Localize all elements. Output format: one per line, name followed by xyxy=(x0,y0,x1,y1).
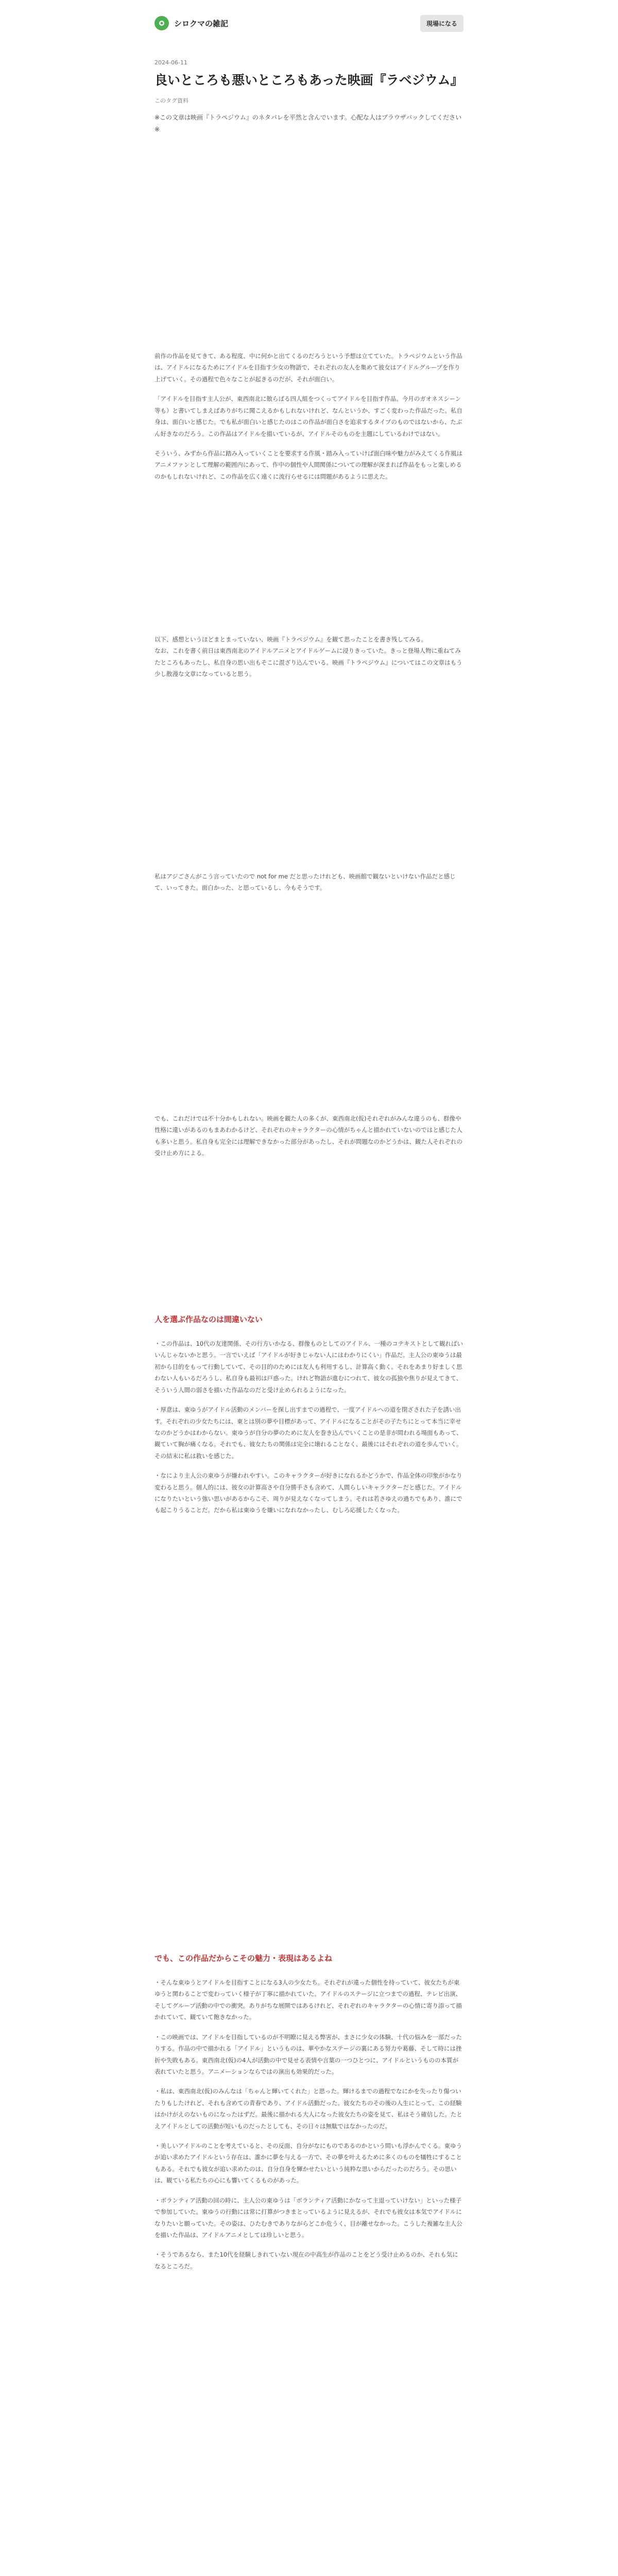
section-1 xyxy=(154,1314,464,1524)
article-title: 良いところも悪いところもあった映画『ラベジウム』 xyxy=(154,73,464,88)
paragraph: 「アイドルを目指す主人公が、東西南北に散らばる四人組をつくってアイドルを目指す作品。今月のガオネスシーン等も）と書いてしまえばありがちに聞こえるかもしれないけれど、なんというか、すごく変わった作品だった。私自身は、面白いと感じた。でも私が面白いと感じたのはこの作品が面白さを追求するタイプのものではないから、たぶん好きなのだろう。この作品はアイドルを描いているが、アイドルそのものを主題にしているわけではない。 xyxy=(154,395,462,437)
site-name[interactable]: シロクマの雑記 xyxy=(174,19,229,28)
section-heading: でも、この作品だからこその魅力・表現はあるよね xyxy=(154,1954,333,1963)
site-header xyxy=(0,0,618,46)
paragraph: そういう、みずから作品に踏み入っていくことを要求する作風・踏み入っていけば面白味や魅力がみえてくる作風はアニメファンとして理解の範囲内にあって、作中の個性や人間関係についての理解が深まれば作品をもっと楽しめるのかもしれないけれど、この作品を広く遠くに流行らせるには問題があるように思えた。 xyxy=(154,449,462,480)
paragraph: 以下、感想というほどまとまっていない、映画『トラペジウム』を観て思ったことを書き残してみる。 なお、これを書く前日は東西南北のアイドルアニメとアイドルゲームに浸りきっていた。きっと登場人物に重ねてみたところもあったし、私自身の思い出もそこに混ざり込んでいる。映画『トラペジウム』についてはこの文章はもう少し散漫な文章になっていると思う。 xyxy=(154,636,462,678)
article-category[interactable]: このタグ資料 xyxy=(154,97,188,104)
paragraph: ・そんな東ゆうとアイドルを目指すことになる3人の少女たち。それぞれが違った個性を持っていて、彼女たちが東ゆうと関わることで変わっていく様子が丁寧に描かれていた。アイドルのステージに立つまでの過程、テレビ出演、そしてグループ活動の中での衝突。ありがちな展開ではあるけれど、それぞれのキャラクターの心情に寄り添って描かれていて、観ていて飽きなかった。 xyxy=(154,1979,462,2021)
paragraph-group-2 xyxy=(154,634,464,688)
paragraph: 前作の作品を見てきて、ある程度、中に何かと出てくるのだろうという予想は立てていた。トラペジウムという作品は、アイドルになるためにアイドルを目指す少女の物語で、それぞれの友人を集めて彼女はアイドルグループを作り上げていく。その過程で色々なことが起きるのだが、それが面白い。 xyxy=(154,352,462,383)
paragraph: ・この作品は、10代の友達関係、その行方いかなる、群像ものとしてのアイドル、一種のコテキストとして観ればいいんじゃないかと思う。一言でいえば「アイドルが好きじゃない人にはわかりにくい」作品だ。主人公の東ゆうは最初から目的をもって行動していて、その目的のためには友人も利用するし、計算高く動く。それをあまり好ましく思わない人もいるだろうし、私自身も最初は戸惑った。けれど物語が進むにつれて、彼女の孤独や焦りが見えてきて、そういう人間の弱さを描いた作品なのだと受け止められるようになった。 xyxy=(154,1340,463,1394)
login-button[interactable]: 現場になる xyxy=(420,15,464,32)
brand[interactable] xyxy=(154,16,228,30)
article-header xyxy=(154,59,464,135)
paragraph: ・ボランティア活動の回の時に、主人公の東ゆうは「ボランティア活動にかなって主退っていけない」といった様子で参加していた。東ゆうの行動には常に打算がつきまとっているように見えるが、それでも彼女は本気でアイドルになりたいと願っていた。その姿は、ひたむきでありながらどこか危うく、目が離せなかった。こうした複雑な主人公を描いた作品は、アイドルアニメとしては珍しいと思う。 xyxy=(154,2196,462,2239)
paragraph: ・なにより主人公の東ゆうが嫌われやすい。このキャラクターが好きになれるかどうかで、作品全体の印象がかなり変わると思う。個人的には、彼女の計算高さや自分勝手さも含めて、人間らしいキャラクターだと感じた。アイドルになりたいという強い思いがあるからこそ、周りが見えなくなってしまう。それは若さゆえの過ちでもあり、誰にでも起こりうることだ。だから私は東ゆうを嫌いになれなかったし、むしろ応援したくなった。 xyxy=(154,1472,462,1514)
paragraph-group-3 xyxy=(154,871,464,902)
paragraph-group-4 xyxy=(154,1113,464,1167)
paragraph: ・美しいアイドルのことを考えていると、その反面、自分がなにものであるのかという問いも浮かんでくる。東ゆうが追い求めたアイドルという存在は、誰かに夢を与える一方で、その夢を叶えるために多くのものを犠牲にすることもある。それでも彼女が追い求めたのは、自分自身を輝かせたいという純粋な思いからだったのだろう。その思いは、観ている私たちの心にも響いてくるものがあった。 xyxy=(154,2142,462,2184)
article-lead: ※この文章は映画『トラペジウム』のネタバレを平然と含んでいます。心配な人はブラウザバックしてください※ xyxy=(154,114,462,133)
paragraph: でも、これだけでは不十分かもしれない。映画を観た人の多くが、東西南北(仮)それぞれがみんな違うのも、群像や性格に違いがあるのもまあわかるけど、それぞれのキャラクターの心情がちゃんと描かれていないのではと感じた人も多いと思う。私自身も完全には理解できなかった部分があったし、それが問題なのかどうかは、観た人それぞれの受け止め方による。 xyxy=(154,1115,462,1157)
paragraph: ・私は、東西南北(仮)のみんなは「ちゃんと輝いてくれた」と思った。輝けるまでの過程でなにかを失ったり傷ついたりもしたけれど、それも含めての青春であり、アイドル活動だった。彼女たちのその後の人生にとって、この経験はかけがえのないものになったはずだ。最後に描かれる大人になった彼女たちの姿を見て、私はそう確信した。たとえアイドルとしての活動が短いものだったとしても、その日々は無駄ではなかったのだ。 xyxy=(154,2088,462,2130)
paragraph: 私はアジごさんがこう言っていたので not for me だと思ったけれども、映画館で観ないといけない作品だと感じて、いってきた。面白かった、と思っているし、今もそうです。 xyxy=(154,873,456,892)
brand-logo-icon xyxy=(154,16,169,30)
paragraph-group-1 xyxy=(154,350,464,490)
section-2 xyxy=(154,1953,464,2280)
section-heading: 人を選ぶ作品なのは間違いない xyxy=(154,1315,263,1324)
paragraph: ・この映画では、アイドルを目指しているのが不明瞭に見える弊害が、まさに少女の体験、十代の悩みを一部だったりする。作品の中で描かれる「アイドル」というものは、華やかなステージの裏にある努力や葛藤、そして時には挫折や失敗もある。東西南北(仮)の4人が活動の中で見せる表情や言葉の一つひとつに、アイドルというものの本質が表れていたと思う。アニメーションならではの演出も効果的だった。 xyxy=(154,2033,462,2075)
paragraph: ・厚意は、東ゆうがアイドル活動のメンバーを探し出すまでの過程で、一度アイドルへの道を閉ざされた子を誘い出す。それぞれの少女たちには、東とは別の夢や目標があって、アイドルになることがその子たちにとって本当に幸せなのかどうかはわからない。東ゆうが自分の夢のために友人を巻き込んでいくことの是非が問われる場面もあって、観ていて胸が痛くなる。それでも、彼女たちの関係は完全に壊れることなく、最後にはそれぞれの道を歩んでいく。その結末に私は救いを感じた。 xyxy=(154,1406,462,1460)
article-date: 2024-06-11 xyxy=(154,59,187,66)
paragraph: ・そうであるなら、また10代を経験しきれていない現在の中高生が作品のことをどう受け止めるのか、それも気になるところだ。 xyxy=(154,2251,458,2270)
